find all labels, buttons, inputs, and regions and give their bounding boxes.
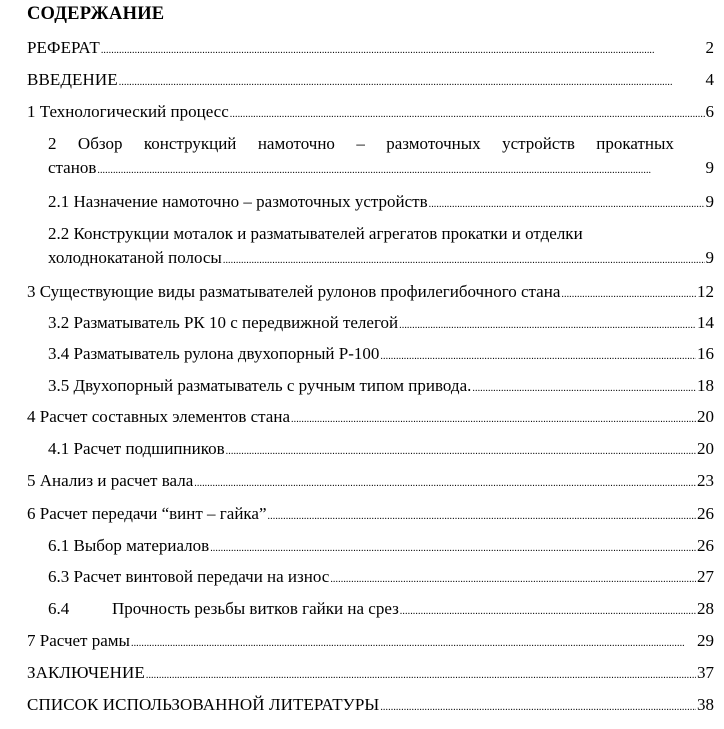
- toc-entry-text: 6.1 Выбор материалов: [48, 536, 210, 555]
- toc-entry-text: ЗАКЛЮЧЕНИЕ: [27, 663, 145, 682]
- toc-page-number: 26: [697, 504, 714, 523]
- word: размоточных: [386, 134, 481, 153]
- toc-page-number: 20: [697, 407, 714, 426]
- toc-entry-text: РЕФЕРАТ: [27, 38, 100, 57]
- toc-entry-text: 3.5 Двухопорный разматыватель с ручным типом привода.: [48, 376, 472, 395]
- toc-entry-text: 3.2 Разматыватель РК 10 с передвижной телегой: [48, 313, 399, 332]
- word: –: [356, 134, 365, 153]
- toc-entry-text: 3 Существующие виды разматывателей рулонов профилегибочного стана: [27, 282, 561, 301]
- toc-title: СОДЕРЖАНИЕ: [27, 4, 165, 24]
- dot-leader: [268, 504, 696, 527]
- toc-entry-text-continued: холоднокатаной полосы: [48, 248, 222, 267]
- toc-entry-2-1[interactable]: [48, 192, 714, 215]
- toc-page-number: 14: [697, 313, 714, 332]
- word: намоточно: [257, 134, 335, 153]
- toc-page-number: 23: [697, 471, 714, 490]
- toc-page-number: 18: [697, 376, 714, 395]
- word: конструкций: [143, 134, 237, 153]
- toc-entry-text-continued: станов: [48, 158, 97, 177]
- word: Обзор: [77, 134, 123, 153]
- dot-leader: [380, 695, 696, 718]
- toc-entry-referat[interactable]: [27, 38, 714, 61]
- toc-entry-6-1[interactable]: [48, 536, 714, 559]
- toc-entry-introduction[interactable]: [27, 70, 714, 93]
- dot-leader: [330, 567, 696, 590]
- dot-leader: [429, 192, 705, 215]
- toc-entry-6[interactable]: [27, 504, 714, 527]
- toc-page-number: 6: [705, 102, 714, 121]
- dot-leader: [210, 536, 696, 559]
- toc-entry-4[interactable]: [27, 407, 714, 430]
- toc-page-number: 9: [705, 248, 714, 267]
- word: 2: [48, 134, 57, 153]
- dot-leader: [399, 313, 696, 336]
- toc-entry-text: 7 Расчет рамы: [27, 631, 130, 650]
- section-title: Прочность резьбы витков гайки на срез: [112, 599, 399, 618]
- dot-leader: [194, 471, 696, 494]
- toc-entry-6-4[interactable]: [48, 599, 714, 622]
- toc-entry-3-5[interactable]: [48, 376, 714, 399]
- toc-page-number: 27: [697, 567, 714, 586]
- dot-leader: [119, 70, 705, 93]
- toc-page-number: 9: [705, 192, 714, 211]
- toc-entry-6-3[interactable]: [48, 567, 714, 590]
- toc-entry-text: 2.2 Конструкции моталок и разматывателей агрегатов прокатки и отделки: [48, 224, 583, 243]
- dot-leader: [291, 407, 696, 430]
- toc-page-number: 28: [697, 599, 714, 618]
- toc-page-number: 29: [697, 631, 714, 650]
- toc-entry-5[interactable]: [27, 471, 714, 494]
- toc-entry-3-4[interactable]: [48, 344, 714, 367]
- toc-entry-4-1[interactable]: [48, 439, 714, 462]
- toc-entry-conclusion[interactable]: [27, 663, 714, 686]
- toc-page-number: 37: [697, 663, 714, 682]
- toc-entry-7[interactable]: [27, 631, 714, 654]
- dot-leader: [101, 38, 705, 61]
- toc-page-number: 4: [705, 70, 714, 89]
- toc-entry-text: ВВЕДЕНИЕ: [27, 70, 118, 89]
- toc-page-number: 16: [697, 344, 714, 363]
- dot-leader: [561, 282, 696, 305]
- toc-entry-2[interactable]: [48, 134, 714, 181]
- toc-entry-references[interactable]: [27, 695, 714, 718]
- dot-leader: [223, 248, 705, 271]
- toc-entry-text: [48, 599, 399, 619]
- toc-page-number: 26: [697, 536, 714, 555]
- toc-page-number: 2: [705, 38, 714, 57]
- toc-entry-text: 4.1 Расчет подшипников: [48, 439, 225, 458]
- toc-entry-text: СПИСОК ИСПОЛЬЗОВАННОЙ ЛИТЕРАТУРЫ: [27, 695, 380, 714]
- toc-page-number: 9: [705, 158, 714, 177]
- dot-leader: [400, 599, 696, 622]
- toc-entry-text: 6.3 Расчет винтовой передачи на износ: [48, 567, 330, 586]
- toc-entry-text: [48, 134, 674, 154]
- toc-entry-2-2[interactable]: [48, 224, 714, 271]
- word: прокатных: [596, 134, 674, 153]
- toc-page-number: 12: [697, 282, 714, 301]
- dot-leader: [472, 376, 696, 399]
- toc-entry-text: 1 Технологический процесс: [27, 102, 229, 121]
- toc-entry-text: 5 Анализ и расчет вала: [27, 471, 194, 490]
- toc-entry-text: 2.1 Назначение намоточно – размоточных устройств: [48, 192, 428, 211]
- toc-page-number: 20: [697, 439, 714, 458]
- section-number: 6.4: [48, 599, 70, 618]
- dot-leader: [146, 663, 696, 686]
- toc-entry-text: 6 Расчет передачи “винт – гайка”: [27, 504, 267, 523]
- toc-entry-1[interactable]: [27, 102, 714, 125]
- dot-leader: [380, 344, 696, 367]
- dot-leader: [97, 158, 704, 181]
- toc-entry-3-2[interactable]: [48, 313, 714, 336]
- toc-entry-text: 3.4 Разматыватель рулона двухопорный Р-100: [48, 344, 380, 363]
- dot-leader: [131, 631, 696, 654]
- toc-page-number: 38: [697, 695, 714, 714]
- dot-leader: [226, 439, 696, 462]
- toc-entry-3[interactable]: [27, 282, 714, 305]
- word: устройств: [502, 134, 575, 153]
- toc-entry-text: 4 Расчет составных элементов стана: [27, 407, 290, 426]
- dot-leader: [230, 102, 705, 125]
